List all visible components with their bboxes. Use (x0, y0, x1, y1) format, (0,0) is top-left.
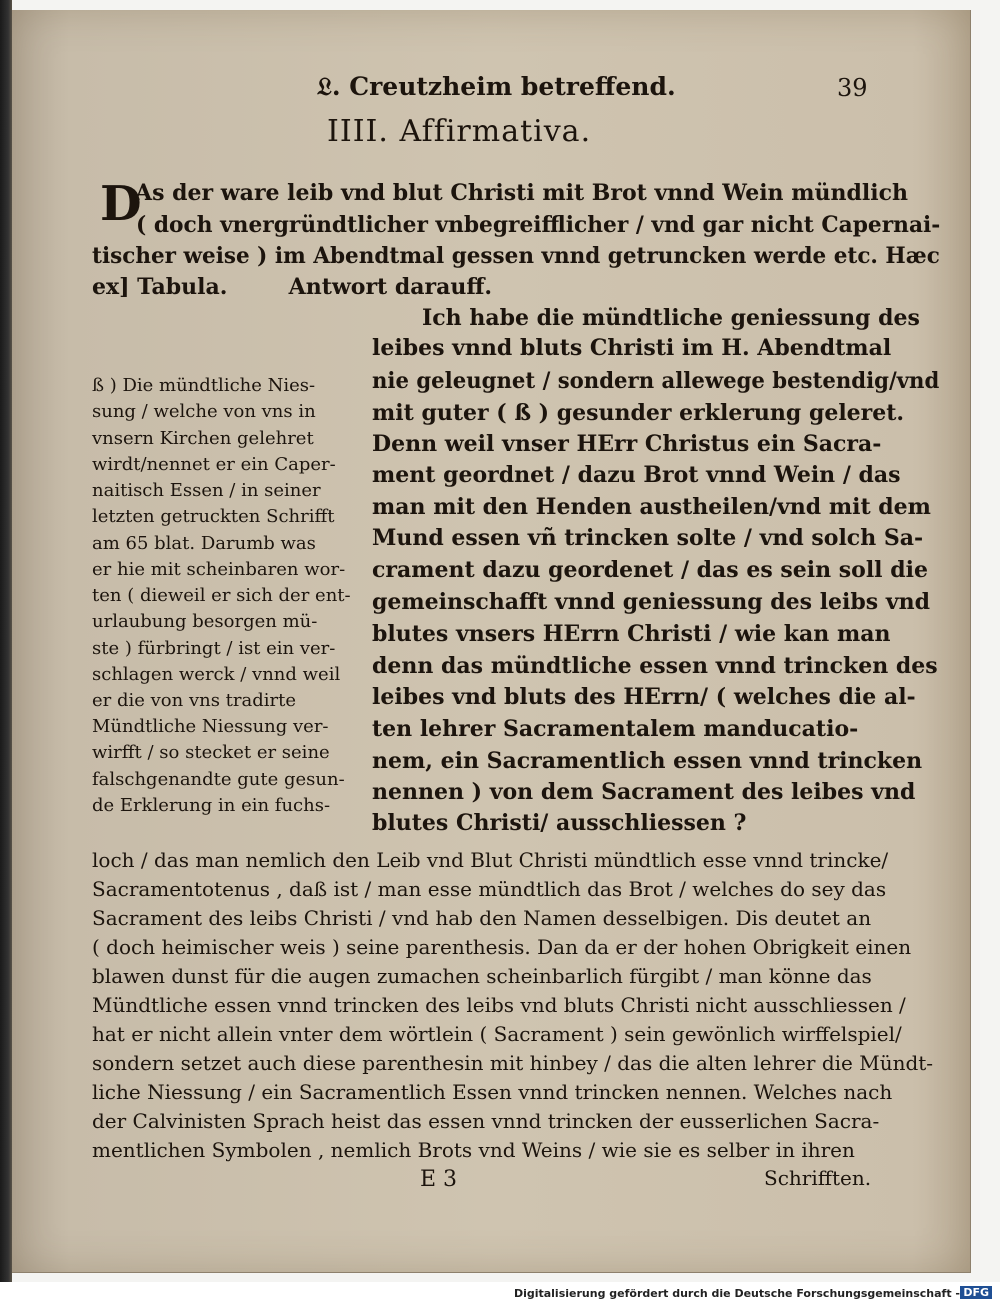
note-line: wirfft / so stecket er seine (92, 742, 330, 763)
catchword: Schrifften. (764, 1166, 872, 1190)
note-line: sung / welche von vns in (92, 401, 316, 422)
dfg-logo: DFG (960, 1286, 992, 1299)
main-line: blutes vnsers HErrn Christi / wie kan man (372, 621, 891, 647)
main-line: mit guter ( ß ) gesunder erklerung geleret. (372, 400, 905, 426)
main-line: blutes Christi/ ausschliessen ? (372, 810, 747, 836)
note-line: er hie mit scheinbaren wor- (92, 559, 346, 580)
section-heading: IIII. Affirmativa. (327, 114, 592, 149)
note-line: ste ) fürbringt / ist ein ver- (92, 638, 336, 659)
note-line: naitisch Essen / in seiner (92, 480, 321, 501)
body-line: Sacramentotenus , daß ist / man esse mündtlich das Brot / welches do sey das (92, 877, 887, 901)
body-line: liche Niessung / ein Sacramentlich Essen vnnd trincken nennen. Welches nach (92, 1080, 893, 1104)
drop-cap: D (100, 176, 142, 232)
body-line: der Calvinisten Sprach heist das essen vnnd trincken der eusserlichen Sacra- (92, 1109, 880, 1133)
main-line: Mund essen vñ trincken solte / vnd solch Sa- (372, 525, 924, 551)
main-line: denn das mündtliche essen vnnd trincken des (372, 653, 938, 679)
note-line: letzten getruckten Schrifft (92, 506, 335, 527)
main-line: man mit den Henden austheilen/vnd mit dem (372, 494, 931, 520)
running-head: 𝔏. Creutzheim betreffend. (317, 72, 676, 101)
dfg-credit-bar (0, 1282, 1000, 1304)
body-line: hat er nicht allein vnter dem wörtlein ( Sacrament ) sein gewönlich wirffelspiel/ (92, 1022, 902, 1046)
body-line: Mündtliche essen vnnd trincken des leibs vnd bluts Christi nicht ausschliessen / (92, 993, 906, 1017)
signature-mark: E 3 (420, 1167, 458, 1192)
main-line: ten lehrer Sacramentalem manducatio- (372, 716, 859, 742)
note-line: vnsern Kirchen gelehret (92, 428, 314, 449)
main-line: nennen ) von dem Sacrament des leibes vnd (372, 779, 916, 805)
note-line: Mündtliche Niessung ver- (92, 716, 329, 737)
book-page (12, 10, 971, 1273)
main-line: crament dazu geordenet / das es sein soll die (372, 557, 928, 583)
body-line: Sacrament des leibs Christi / vnd hab den Namen desselbigen. Dis deutet an (92, 906, 872, 930)
page-number: 39 (837, 74, 868, 102)
main-line: leibes vnnd bluts Christi im H. Abendtmal (372, 335, 892, 361)
main-line: nem, ein Sacramentlich essen vnnd trincken (372, 748, 923, 774)
note-line: schlagen werck / vnnd weil (92, 664, 341, 685)
main-line: leibes vnd bluts des HErrn/ ( welches die al- (372, 684, 916, 710)
intro-line: ( doch vnergründtlicher vnbegreifflicher / vnd gar nicht Capernai- (136, 212, 941, 238)
intro-line: ex] Tabula. Antwort darauff. (92, 274, 493, 300)
body-line: sondern setzet auch diese parenthesin mit hinbey / das die alten lehrer die Mündt- (92, 1051, 934, 1075)
intro-line: tischer weise ) im Abendtmal gessen vnnd getruncken werde etc. Hæc (92, 243, 940, 269)
book-edge (0, 0, 12, 1282)
note-line: am 65 blat. Darumb was (92, 533, 316, 554)
main-line: gemeinschafft vnnd geniessung des leibs vnd (372, 589, 930, 615)
note-line: urlaubung besorgen mü- (92, 611, 318, 632)
note-line: ten ( dieweil er sich der ent- (92, 585, 351, 606)
note-line: ß ) Die mündtliche Nies- (92, 375, 316, 396)
body-line: mentlichen Symbolen , nemlich Brots vnd Weins / wie sie es selber in ihren (92, 1138, 855, 1162)
main-line: Ich habe die mündtliche geniessung des (422, 305, 920, 331)
intro-line: As der ware leib vnd blut Christi mit Brot vnnd Wein mündlich (135, 180, 908, 206)
note-line: falschgenandte gute gesun- (92, 769, 345, 790)
body-line: ( doch heimischer weis ) seine parenthesis. Dan da er der hohen Obrigkeit einen (92, 935, 912, 959)
note-line: er die von vns tradirte (92, 690, 297, 711)
body-line: loch / das man nemlich den Leib vnd Blut Christi mündtlich esse vnnd trincke/ (92, 848, 889, 872)
note-line: de Erklerung in ein fuchs- (92, 795, 331, 816)
body-line: blawen dunst für die augen zumachen scheinbarlich fürgibt / man könne das (92, 964, 872, 988)
main-line: nie geleugnet / sondern allewege bestendig/vnd (372, 368, 940, 394)
main-line: ment geordnet / dazu Brot vnnd Wein / das (372, 462, 901, 488)
main-line: Denn weil vnser HErr Christus ein Sacra- (372, 431, 882, 457)
note-line: wirdt/nennet er ein Caper- (92, 454, 336, 475)
dfg-credit-text: Digitalisierung gefördert durch die Deutsche Forschungsgemeinschaft - (513, 1287, 960, 1300)
